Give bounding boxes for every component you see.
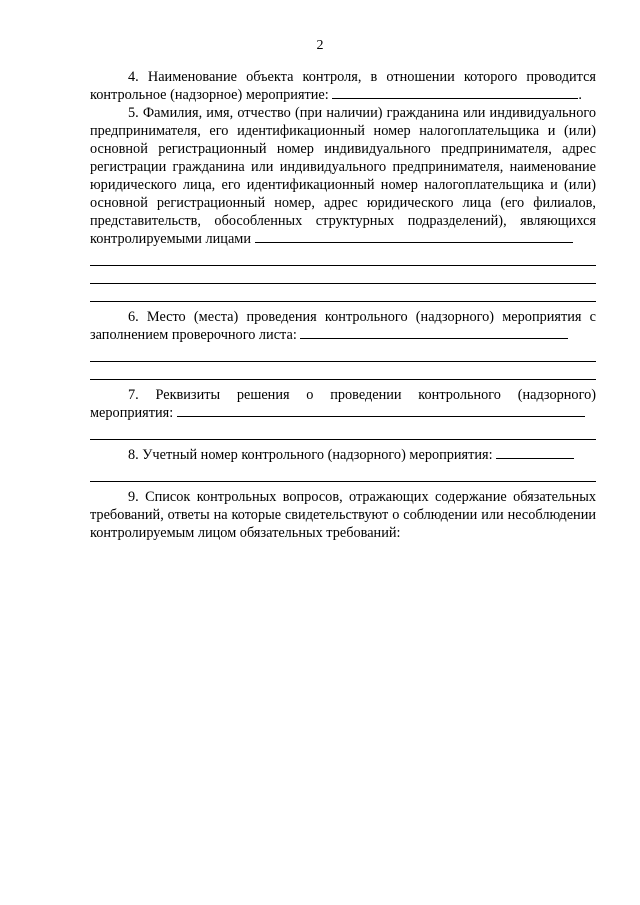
section-9-text: 9. Список контрольных вопросов, отражающих содержание обязательных требований, ответы на которые свидетельствуют о соблюдении или несоблюдении контролируемым лицом обязательных требований: (90, 489, 596, 541)
inspection-place-field[interactable] (300, 326, 568, 339)
form-body (90, 68, 596, 542)
controlled-person-line-3[interactable] (90, 284, 596, 302)
section-6-text: 6. Место (места) проведения контрольного (надзорного) мероприятия с заполнением проверочного листа: (90, 309, 596, 343)
section-6 (90, 308, 596, 344)
section-4-text: 4. Наименование объекта контроля, в отношении которого проводится контрольное (надзорное) мероприятие: (90, 69, 596, 103)
inspection-place-line-2[interactable] (90, 362, 596, 380)
control-object-field[interactable] (332, 86, 578, 99)
section-7-text: 7. Реквизиты решения о проведении контрольного (надзорного) мероприятия: (90, 387, 596, 421)
page-number: 2 (316, 38, 324, 53)
registration-number-field[interactable] (496, 446, 574, 459)
inspection-place-line-1[interactable] (90, 344, 596, 362)
decision-details-line-1[interactable] (90, 422, 596, 440)
section-4 (90, 68, 596, 104)
section-7 (90, 386, 596, 422)
section-9 (90, 488, 596, 542)
controlled-person-field[interactable] (255, 230, 573, 243)
section-8 (90, 446, 596, 464)
section-5 (90, 104, 596, 248)
section-4-suffix: . (578, 87, 582, 103)
section-8-text: 8. Учетный номер контрольного (надзорного) мероприятия: (128, 447, 493, 463)
controlled-person-line-2[interactable] (90, 266, 596, 284)
controlled-person-line-1[interactable] (90, 248, 596, 266)
decision-details-field[interactable] (177, 404, 585, 417)
section-5-text: 5. Фамилия, имя, отчество (при наличии) гражданина или индивидуального предпринимателя, его идентификационный номер налогоплательщика и (или) основной регистрационный номер индивидуального предпринимателя, адрес регистрации гражданина или индивидуального предпринимателя, наименование юридического лица, его идентификационный номер налогоплательщика и (или) основной регистрационный номер, адрес юридического лица (его филиалов, представительств, обособленных структурных подразделений), являющихся контролируемыми лицами (90, 105, 596, 247)
registration-number-line-1[interactable] (90, 464, 596, 482)
